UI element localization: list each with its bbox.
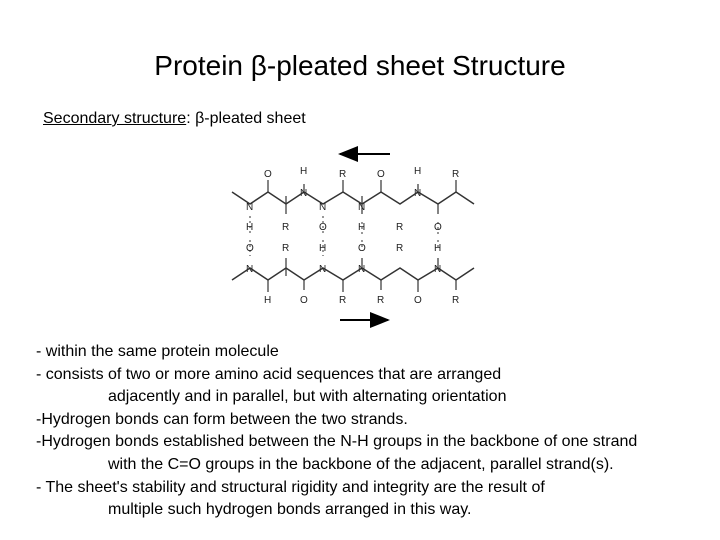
note-line-indented: adjacently and in parallel, but with alternating orientation — [108, 388, 507, 406]
subtitle-sep: : — [186, 110, 191, 127]
note-line: - The sheet's stability and structural rigidity and integrity are the result of — [36, 478, 545, 496]
svg-text:R: R — [339, 169, 347, 180]
svg-text:N: N — [319, 264, 327, 275]
note-line: - within the same protein molecule — [36, 343, 279, 360]
note-line-indented: multiple such hydrogen bonds arranged in this way. — [108, 501, 472, 519]
note-line: -Hydrogen bonds can form between the two strands. — [36, 410, 408, 428]
svg-text:O: O — [264, 169, 272, 180]
svg-text:O: O — [434, 222, 442, 233]
svg-text:N: N — [434, 264, 442, 275]
svg-text:N: N — [246, 264, 254, 275]
svg-text:R: R — [452, 169, 460, 180]
svg-text:R: R — [377, 295, 385, 306]
subtitle-term: Secondary structure — [43, 110, 187, 127]
atom-labels — [246, 166, 459, 306]
beta-sheet-diagram — [228, 140, 490, 330]
svg-text:N: N — [358, 202, 366, 213]
note-line: -Hydrogen bonds established between the N-H groups in the backbone of one strand — [36, 433, 638, 451]
svg-text:H: H — [319, 243, 327, 254]
svg-text:O: O — [377, 169, 385, 180]
svg-text:R: R — [396, 222, 404, 233]
svg-text:O: O — [300, 295, 308, 306]
svg-text:R: R — [282, 243, 290, 254]
svg-text:H: H — [358, 222, 366, 233]
svg-text:R: R — [452, 295, 460, 306]
notes-list — [36, 341, 716, 522]
svg-text:H: H — [414, 166, 422, 177]
svg-text:H: H — [246, 222, 254, 233]
note-line-indented: with the C=O groups in the backbone of the adjacent, parallel strand(s). — [108, 455, 614, 473]
section-subtitle — [43, 110, 306, 128]
svg-text:N: N — [246, 202, 254, 213]
svg-text:N: N — [300, 188, 308, 199]
svg-text:R: R — [282, 222, 290, 233]
svg-text:N: N — [358, 264, 366, 275]
hydrogen-bonds — [250, 216, 438, 256]
svg-text:O: O — [414, 295, 422, 306]
svg-text:O: O — [246, 243, 254, 254]
page-title: Protein β-pleated sheet Structure — [154, 50, 566, 81]
svg-text:H: H — [434, 243, 442, 254]
top-strand-backbone — [232, 192, 474, 204]
svg-text:R: R — [396, 243, 404, 254]
svg-text:N: N — [319, 202, 327, 213]
svg-text:H: H — [264, 295, 272, 306]
svg-text:O: O — [319, 222, 327, 233]
svg-text:O: O — [358, 243, 366, 254]
svg-text:N: N — [414, 188, 422, 199]
note-line: - consists of two or more amino acid sequences that are arranged — [36, 365, 502, 383]
svg-text:R: R — [339, 295, 347, 306]
svg-text:H: H — [300, 166, 308, 177]
subtitle-rest: β-pleated sheet — [190, 110, 306, 127]
